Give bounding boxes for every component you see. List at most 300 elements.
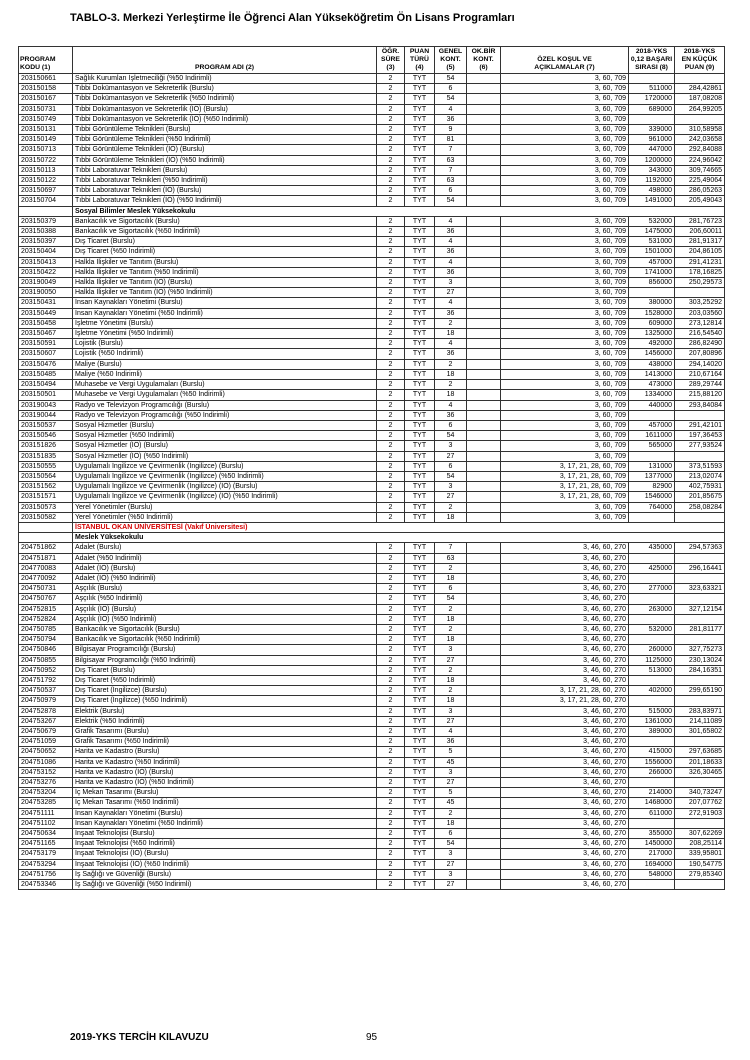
cell-extra-quota — [467, 512, 501, 522]
cell-score-type: TYT — [405, 176, 435, 186]
cell-min-score: 284,16351 — [675, 665, 725, 675]
cell-extra-quota — [467, 267, 501, 277]
cell-notes: 3, 60, 709 — [501, 237, 629, 247]
cell-general-quota: 18 — [435, 696, 467, 706]
cell-program-name: Dış Ticaret (Burslu) — [73, 237, 377, 247]
table-row — [19, 869, 725, 879]
cell-extra-quota — [467, 675, 501, 685]
cell-min-score: 297,63685 — [675, 747, 725, 757]
cell-extra-quota — [467, 420, 501, 430]
cell-program-name: Yerel Yönetimler (%50 İndirimli) — [73, 512, 377, 522]
cell-general-quota: 2 — [435, 624, 467, 634]
cell-score-type: TYT — [405, 420, 435, 430]
table-row — [19, 339, 725, 349]
cell-score-type: TYT — [405, 788, 435, 798]
cell-duration: 2 — [377, 359, 405, 369]
cell-general-quota: 4 — [435, 104, 467, 114]
cell-success-rank: 214000 — [629, 788, 675, 798]
cell-general-quota: 2 — [435, 502, 467, 512]
header-score-type: PUAN TÜRÜ (4) — [405, 47, 435, 74]
cell-extra-quota — [467, 410, 501, 420]
cell-extra-quota — [467, 839, 501, 849]
cell-program-code: 203150607 — [19, 349, 73, 359]
cell-extra-quota — [467, 798, 501, 808]
cell-min-score: 296,16441 — [675, 563, 725, 573]
cell-duration: 2 — [377, 502, 405, 512]
cell-general-quota: 18 — [435, 369, 467, 379]
cell-notes: 3, 60, 709 — [501, 339, 629, 349]
cell-notes: 3, 17, 21, 28, 60, 270 — [501, 696, 629, 706]
cell-duration: 2 — [377, 431, 405, 441]
cell-program-name: İnsan Kaynakları Yönetimi (%50 İndirimli) — [73, 818, 377, 828]
cell-program-name: İnşaat Teknolojisi (İÖ) (%50 İndirimli) — [73, 859, 377, 869]
table-row — [19, 727, 725, 737]
cell-notes: 3, 60, 709 — [501, 431, 629, 441]
cell-empty — [19, 522, 73, 532]
table-row — [19, 798, 725, 808]
cell-notes: 3, 17, 21, 28, 60, 709 — [501, 471, 629, 481]
cell-program-code: 204751111 — [19, 808, 73, 818]
cell-notes: 3, 60, 709 — [501, 441, 629, 451]
cell-score-type: TYT — [405, 145, 435, 155]
cell-notes: 3, 46, 60, 270 — [501, 869, 629, 879]
cell-duration: 2 — [377, 349, 405, 359]
cell-score-type: TYT — [405, 543, 435, 553]
cell-program-code: 204750652 — [19, 747, 73, 757]
table-row — [19, 635, 725, 645]
section-row — [19, 533, 725, 543]
cell-program-name: Halkla İlişkiler ve Tanıtım (%50 İndirimli) — [73, 267, 377, 277]
cell-duration: 2 — [377, 114, 405, 124]
table-row — [19, 655, 725, 665]
cell-program-code: 204750785 — [19, 624, 73, 634]
header-notes: ÖZEL KOŞUL VE AÇIKLAMALAR (7) — [501, 47, 629, 74]
table-row — [19, 247, 725, 257]
cell-extra-quota — [467, 186, 501, 196]
cell-extra-quota — [467, 155, 501, 165]
cell-program-name: Adalet (İÖ) (%50 İndirimli) — [73, 573, 377, 583]
table-row — [19, 329, 725, 339]
cell-program-name: Dış Ticaret (İngilizce) (Burslu) — [73, 686, 377, 696]
cell-program-name: Harita ve Kadastro (Burslu) — [73, 747, 377, 757]
cell-notes: 3, 60, 709 — [501, 135, 629, 145]
cell-program-code: 204750846 — [19, 645, 73, 655]
cell-program-code: 204750634 — [19, 829, 73, 839]
cell-success-rank: 1361000 — [629, 716, 675, 726]
cell-duration: 2 — [377, 614, 405, 624]
cell-extra-quota — [467, 308, 501, 318]
cell-program-name: Sosyal Hizmetler (Burslu) — [73, 420, 377, 430]
cell-program-code: 204751086 — [19, 757, 73, 767]
cell-program-code: 203151826 — [19, 441, 73, 451]
cell-general-quota: 36 — [435, 247, 467, 257]
cell-success-rank: 1468000 — [629, 798, 675, 808]
table-row — [19, 125, 725, 135]
cell-extra-quota — [467, 125, 501, 135]
table-row — [19, 716, 725, 726]
cell-min-score — [675, 288, 725, 298]
cell-extra-quota — [467, 288, 501, 298]
cell-program-code: 204752815 — [19, 604, 73, 614]
table-row — [19, 747, 725, 757]
table-row — [19, 563, 725, 573]
cell-min-score: 281,91317 — [675, 237, 725, 247]
cell-success-rank: 425000 — [629, 563, 675, 573]
cell-notes: 3, 60, 709 — [501, 298, 629, 308]
cell-duration: 2 — [377, 278, 405, 288]
cell-score-type: TYT — [405, 329, 435, 339]
cell-general-quota: 36 — [435, 308, 467, 318]
cell-duration: 2 — [377, 757, 405, 767]
cell-min-score: 286,82490 — [675, 339, 725, 349]
cell-success-rank: 548000 — [629, 869, 675, 879]
cell-extra-quota — [467, 502, 501, 512]
cell-duration: 2 — [377, 727, 405, 737]
cell-duration: 2 — [377, 624, 405, 634]
cell-score-type: TYT — [405, 380, 435, 390]
table-row — [19, 298, 725, 308]
cell-min-score: 402,75931 — [675, 482, 725, 492]
table-row — [19, 767, 725, 777]
cell-score-type: TYT — [405, 859, 435, 869]
cell-program-code: 204750537 — [19, 686, 73, 696]
cell-min-score: 283,83971 — [675, 706, 725, 716]
cell-duration: 2 — [377, 880, 405, 890]
cell-general-quota: 3 — [435, 441, 467, 451]
cell-duration: 2 — [377, 420, 405, 430]
cell-program-code: 204751871 — [19, 553, 73, 563]
cell-success-rank: 277000 — [629, 584, 675, 594]
header-min-score: 2018-YKS EN KÜÇÜK PUAN (9) — [675, 47, 725, 74]
cell-program-code: 204753294 — [19, 859, 73, 869]
cell-min-score: 201,18633 — [675, 757, 725, 767]
cell-program-name: İşletme Yönetimi (Burslu) — [73, 318, 377, 328]
cell-score-type: TYT — [405, 125, 435, 135]
cell-general-quota: 54 — [435, 471, 467, 481]
cell-program-name: Halkla İlişkiler ve Tanıtım (İÖ) (%50 İndirimli) — [73, 288, 377, 298]
cell-duration: 2 — [377, 747, 405, 757]
cell-extra-quota — [467, 482, 501, 492]
cell-extra-quota — [467, 645, 501, 655]
cell-score-type: TYT — [405, 216, 435, 226]
cell-program-name: İnşaat Teknolojisi (İÖ) (Burslu) — [73, 849, 377, 859]
cell-general-quota: 2 — [435, 380, 467, 390]
table-row — [19, 614, 725, 624]
cell-score-type: TYT — [405, 278, 435, 288]
cell-program-name: Uygulamalı İngilizce ve Çevirmenlik (İngilizce) (%50 İndirimli) — [73, 471, 377, 481]
cell-general-quota: 63 — [435, 155, 467, 165]
cell-general-quota: 18 — [435, 614, 467, 624]
cell-min-score: 289,29744 — [675, 380, 725, 390]
table-row — [19, 543, 725, 553]
cell-general-quota: 7 — [435, 145, 467, 155]
cell-success-rank: 1456000 — [629, 349, 675, 359]
cell-notes: 3, 46, 60, 270 — [501, 798, 629, 808]
cell-notes: 3, 60, 709 — [501, 74, 629, 84]
cell-min-score: 291,42101 — [675, 420, 725, 430]
cell-general-quota: 4 — [435, 257, 467, 267]
cell-min-score: 203,03560 — [675, 308, 725, 318]
cell-min-score: 273,12814 — [675, 318, 725, 328]
cell-duration: 2 — [377, 125, 405, 135]
cell-program-code: 204750952 — [19, 665, 73, 675]
table-row — [19, 829, 725, 839]
cell-duration: 2 — [377, 461, 405, 471]
cell-notes: 3, 60, 709 — [501, 420, 629, 430]
cell-general-quota: 18 — [435, 573, 467, 583]
cell-general-quota: 6 — [435, 420, 467, 430]
cell-extra-quota — [467, 451, 501, 461]
table-row — [19, 410, 725, 420]
cell-duration: 2 — [377, 573, 405, 583]
cell-notes: 3, 46, 60, 270 — [501, 624, 629, 634]
section-name: Sosyal Bilimler Meslek Yüksekokulu — [73, 206, 725, 216]
cell-success-rank: 511000 — [629, 84, 675, 94]
cell-min-score — [675, 818, 725, 828]
cell-notes: 3, 60, 709 — [501, 257, 629, 267]
table-row — [19, 686, 725, 696]
cell-duration: 2 — [377, 635, 405, 645]
cell-extra-quota — [467, 176, 501, 186]
table-row — [19, 859, 725, 869]
cell-duration: 2 — [377, 216, 405, 226]
cell-notes: 3, 46, 60, 270 — [501, 594, 629, 604]
cell-duration: 2 — [377, 186, 405, 196]
cell-empty — [19, 206, 73, 216]
page-number: 95 — [366, 1032, 378, 1043]
programs-table — [18, 46, 725, 890]
header-duration: ÖĞR. SÜRE (3) — [377, 47, 405, 74]
cell-general-quota: 5 — [435, 747, 467, 757]
table-row — [19, 584, 725, 594]
cell-program-name: Tıbbi Laboratuvar Teknikleri (%50 İndirimli) — [73, 176, 377, 186]
table-row — [19, 165, 725, 175]
table-row — [19, 186, 725, 196]
cell-success-rank: 457000 — [629, 420, 675, 430]
cell-success-rank — [629, 594, 675, 604]
cell-success-rank: 1694000 — [629, 859, 675, 869]
table-row — [19, 849, 725, 859]
cell-extra-quota — [467, 808, 501, 818]
cell-min-score — [675, 553, 725, 563]
cell-program-name: Aşçılık (%50 İndirimli) — [73, 594, 377, 604]
cell-min-score: 294,14020 — [675, 359, 725, 369]
cell-score-type: TYT — [405, 165, 435, 175]
table-body — [19, 74, 725, 890]
cell-program-code: 204752824 — [19, 614, 73, 624]
cell-success-rank — [629, 880, 675, 890]
cell-success-rank — [629, 114, 675, 124]
cell-program-name: Maliye (%50 İndirimli) — [73, 369, 377, 379]
cell-score-type: TYT — [405, 257, 435, 267]
cell-score-type: TYT — [405, 614, 435, 624]
cell-notes: 3, 46, 60, 270 — [501, 716, 629, 726]
table-row — [19, 84, 725, 94]
cell-general-quota: 81 — [435, 135, 467, 145]
cell-program-name: Bankacılık ve Sigortacılık (Burslu) — [73, 216, 377, 226]
cell-success-rank: 689000 — [629, 104, 675, 114]
cell-general-quota: 54 — [435, 74, 467, 84]
cell-min-score: 197,36453 — [675, 431, 725, 441]
table-header-row — [19, 47, 725, 74]
cell-score-type: TYT — [405, 767, 435, 777]
cell-general-quota: 5 — [435, 788, 467, 798]
cell-notes: 3, 60, 709 — [501, 176, 629, 186]
cell-program-code: 204753152 — [19, 767, 73, 777]
table-row — [19, 839, 725, 849]
cell-notes: 3, 46, 60, 270 — [501, 584, 629, 594]
cell-notes: 3, 46, 60, 270 — [501, 808, 629, 818]
cell-notes: 3, 46, 60, 270 — [501, 767, 629, 777]
cell-min-score: 303,25292 — [675, 298, 725, 308]
cell-program-name: Uygulamalı İngilizce ve Çevirmenlik (İngilizce) (İÖ) (Burslu) — [73, 482, 377, 492]
cell-general-quota: 27 — [435, 778, 467, 788]
cell-min-score — [675, 614, 725, 624]
cell-min-score — [675, 410, 725, 420]
cell-general-quota: 6 — [435, 461, 467, 471]
cell-notes: 3, 60, 709 — [501, 329, 629, 339]
cell-success-rank: 532000 — [629, 216, 675, 226]
cell-notes: 3, 60, 709 — [501, 104, 629, 114]
cell-extra-quota — [467, 696, 501, 706]
cell-program-code: 203150537 — [19, 420, 73, 430]
cell-score-type: TYT — [405, 727, 435, 737]
cell-notes: 3, 17, 21, 28, 60, 270 — [501, 686, 629, 696]
cell-extra-quota — [467, 380, 501, 390]
cell-duration: 2 — [377, 492, 405, 502]
cell-min-score — [675, 573, 725, 583]
cell-min-score: 301,65802 — [675, 727, 725, 737]
table-row — [19, 573, 725, 583]
cell-duration: 2 — [377, 227, 405, 237]
cell-duration: 2 — [377, 655, 405, 665]
cell-min-score: 206,60011 — [675, 227, 725, 237]
cell-duration: 2 — [377, 798, 405, 808]
cell-program-name: Bankacılık ve Sigortacılık (Burslu) — [73, 624, 377, 634]
cell-min-score: 190,54775 — [675, 859, 725, 869]
table-row — [19, 278, 725, 288]
cell-extra-quota — [467, 492, 501, 502]
cell-program-code: 203150388 — [19, 227, 73, 237]
cell-program-code: 204750979 — [19, 696, 73, 706]
cell-program-code: 203190049 — [19, 278, 73, 288]
cell-duration: 2 — [377, 165, 405, 175]
cell-score-type: TYT — [405, 390, 435, 400]
cell-general-quota: 63 — [435, 553, 467, 563]
table-row — [19, 74, 725, 84]
cell-notes: 3, 46, 60, 270 — [501, 747, 629, 757]
cell-duration: 2 — [377, 155, 405, 165]
cell-program-name: Tıbbi Laboratuvar Teknikleri (Burslu) — [73, 165, 377, 175]
cell-min-score: 216,54540 — [675, 329, 725, 339]
cell-general-quota: 2 — [435, 318, 467, 328]
cell-notes: 3, 46, 60, 270 — [501, 788, 629, 798]
cell-general-quota: 7 — [435, 165, 467, 175]
cell-success-rank: 1741000 — [629, 267, 675, 277]
cell-general-quota: 54 — [435, 431, 467, 441]
cell-success-rank — [629, 553, 675, 563]
cell-extra-quota — [467, 247, 501, 257]
cell-program-name: Tıbbi Görüntüleme Teknikleri (İÖ) (%50 İndirimli) — [73, 155, 377, 165]
cell-duration: 2 — [377, 645, 405, 655]
cell-notes: 3, 17, 21, 28, 60, 709 — [501, 482, 629, 492]
table-row — [19, 257, 725, 267]
cell-min-score: 208,25114 — [675, 839, 725, 849]
cell-min-score: 225,49064 — [675, 176, 725, 186]
cell-program-code: 203150422 — [19, 267, 73, 277]
cell-duration: 2 — [377, 563, 405, 573]
table-row — [19, 420, 725, 430]
cell-success-rank — [629, 737, 675, 747]
table-row — [19, 380, 725, 390]
cell-program-code: 203150555 — [19, 461, 73, 471]
cell-program-code: 204752878 — [19, 706, 73, 716]
cell-program-code: 204753204 — [19, 788, 73, 798]
cell-extra-quota — [467, 869, 501, 879]
cell-program-name: Tıbbi Dokümantasyon ve Sekreterlik (%50 İndirimli) — [73, 94, 377, 104]
cell-program-name: Dış Ticaret (%50 İndirimli) — [73, 675, 377, 685]
cell-score-type: TYT — [405, 675, 435, 685]
cell-min-score: 213,02074 — [675, 471, 725, 481]
cell-notes: 3, 60, 709 — [501, 155, 629, 165]
cell-program-name: İşletme Yönetimi (%50 İndirimli) — [73, 329, 377, 339]
cell-success-rank: 513000 — [629, 665, 675, 675]
table-row — [19, 451, 725, 461]
cell-extra-quota — [467, 563, 501, 573]
cell-notes: 3, 46, 60, 270 — [501, 859, 629, 869]
cell-extra-quota — [467, 553, 501, 563]
cell-notes: 3, 60, 709 — [501, 145, 629, 155]
cell-success-rank — [629, 696, 675, 706]
table-row — [19, 461, 725, 471]
cell-notes: 3, 46, 60, 270 — [501, 553, 629, 563]
table-row — [19, 288, 725, 298]
cell-program-name: İç Mekan Tasarımı (%50 İndirimli) — [73, 798, 377, 808]
table-row — [19, 431, 725, 441]
cell-program-name: Bilgisayar Programcılığı (Burslu) — [73, 645, 377, 655]
cell-score-type: TYT — [405, 84, 435, 94]
footer-guide-title: 2019-YKS TERCİH KILAVUZU — [70, 1032, 209, 1043]
cell-success-rank: 82900 — [629, 482, 675, 492]
cell-min-score: 327,12154 — [675, 604, 725, 614]
cell-program-name: Uygulamalı İngilizce ve Çevirmenlik (İngilizce) (İÖ) (%50 İndirimli) — [73, 492, 377, 502]
cell-duration: 2 — [377, 176, 405, 186]
cell-success-rank: 609000 — [629, 318, 675, 328]
cell-success-rank: 498000 — [629, 186, 675, 196]
table-row — [19, 788, 725, 798]
cell-score-type: TYT — [405, 492, 435, 502]
cell-general-quota: 7 — [435, 543, 467, 553]
cell-score-type: TYT — [405, 74, 435, 84]
cell-duration: 2 — [377, 441, 405, 451]
cell-program-code: 204750767 — [19, 594, 73, 604]
cell-success-rank: 260000 — [629, 645, 675, 655]
table-row — [19, 675, 725, 685]
cell-notes: 3, 46, 60, 270 — [501, 655, 629, 665]
cell-extra-quota — [467, 686, 501, 696]
cell-success-rank: 531000 — [629, 237, 675, 247]
cell-duration: 2 — [377, 74, 405, 84]
cell-score-type: TYT — [405, 604, 435, 614]
cell-extra-quota — [467, 257, 501, 267]
cell-general-quota: 45 — [435, 798, 467, 808]
table-row — [19, 482, 725, 492]
cell-min-score — [675, 74, 725, 84]
cell-program-code: 203150167 — [19, 94, 73, 104]
cell-extra-quota — [467, 145, 501, 155]
cell-extra-quota — [467, 788, 501, 798]
cell-notes: 3, 46, 60, 270 — [501, 706, 629, 716]
